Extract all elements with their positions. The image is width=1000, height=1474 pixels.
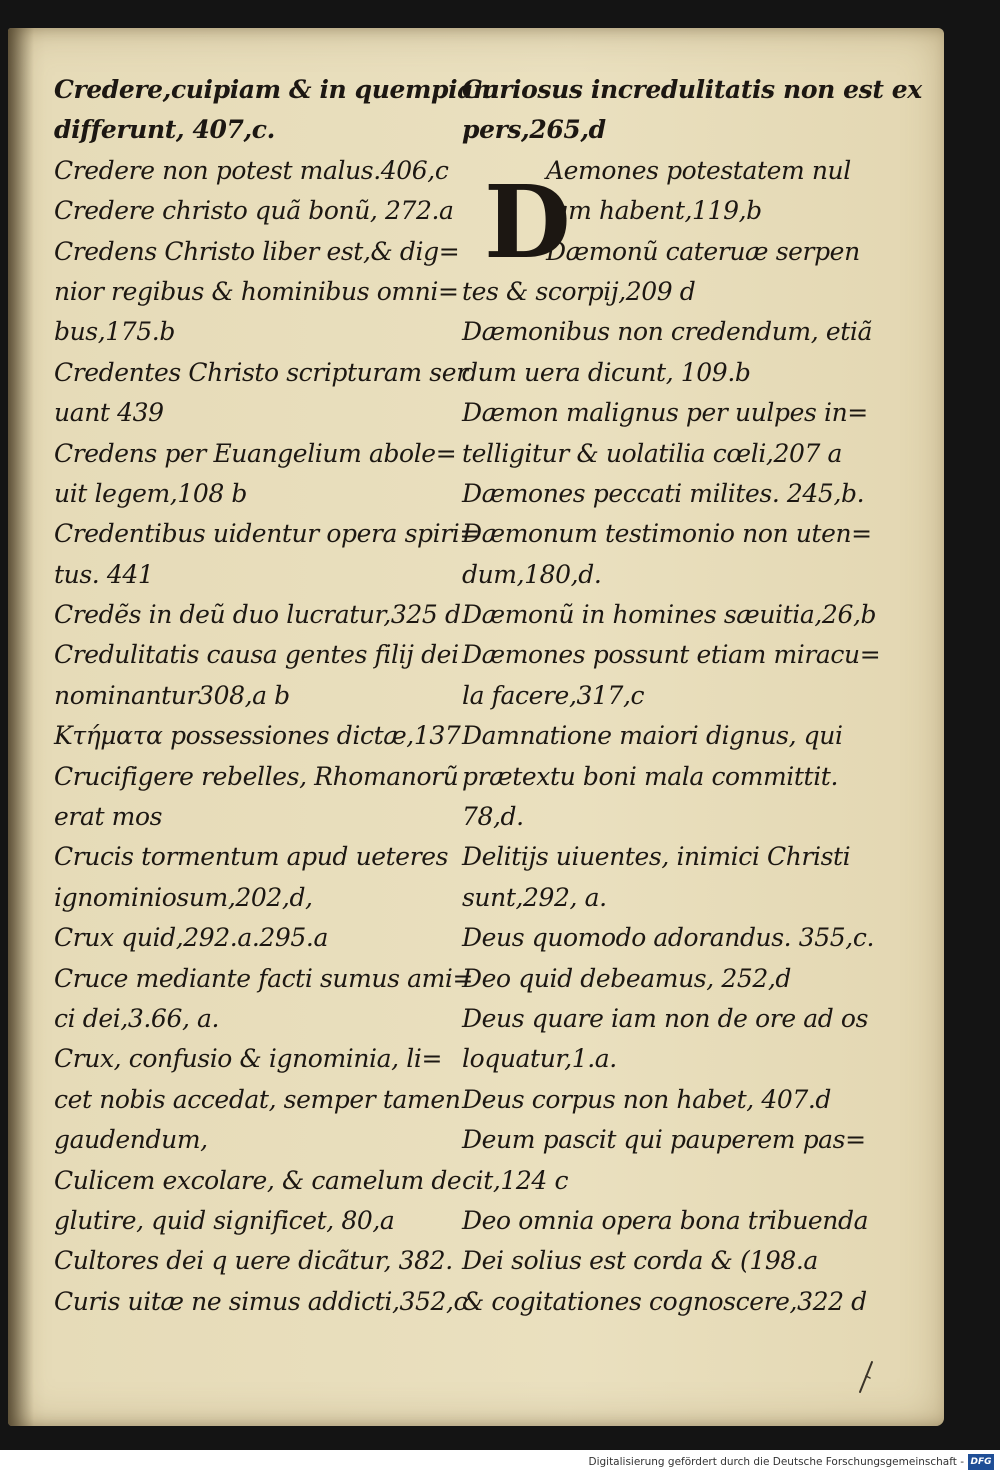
index-line: Dei solius est corda & (198.a (462, 1246, 818, 1276)
index-line: Dæmones possunt etiam miracu= (462, 640, 881, 670)
drop-cap-initial: D (484, 163, 571, 281)
index-line: Aemones potestatem nul (546, 155, 851, 185)
footer-credit: Digitalisierung gefördert durch die Deutsche Forschungsgemeinschaft - (588, 1456, 964, 1468)
index-line: & cogitationes cognoscere,322 d (462, 1286, 867, 1316)
index-line: Credulitatis causa gentes filij dei (54, 640, 459, 670)
index-line: prætextu boni mala committit. (462, 761, 838, 791)
index-line: Dæmones peccati milites. 245,b. (462, 478, 865, 508)
book-page (8, 28, 944, 1426)
index-line: 78,d. (462, 802, 524, 832)
index-line: pers,265,d (462, 115, 606, 145)
index-line: Deus quare iam non de ore ad os (462, 1003, 868, 1033)
index-line: Culicem excolare, & camelum de (54, 1165, 462, 1195)
index-line: Dæmonũ in homines sæuitia,26,b (462, 600, 877, 630)
index-line: Crux quid,292.a.295.a (54, 923, 328, 953)
dfg-logo: DFG (968, 1454, 994, 1470)
pencil-mark (850, 1358, 880, 1398)
index-line: dum uera dicunt, 109.b (462, 357, 751, 387)
index-line: Crux, confusio & ignominia, li= (54, 1044, 442, 1074)
index-line: Deo quid debeamus, 252,d (462, 963, 791, 993)
index-line: uant 439 (54, 398, 164, 428)
index-line: Deus quomodo adorandus. 355,c. (462, 923, 874, 953)
index-line: Credere christo quã bonũ, 272.a (54, 196, 454, 226)
index-line: telligitur & uolatilia cœli,207 a (462, 438, 843, 468)
index-line: cit,124 c (462, 1165, 569, 1195)
index-line: Dæmonum testimonio non uten= (462, 519, 872, 549)
index-line: Deus corpus non habet, 407.d (462, 1084, 832, 1114)
index-line: uit legem,108 b (54, 478, 247, 508)
index-line: Deo omnia opera bona tribuenda (462, 1205, 869, 1235)
index-line: ignominiosum,202,d, (54, 882, 313, 912)
index-line: Dæmonibus non credendum, etiã (462, 317, 872, 347)
index-line: loquatur,1.a. (462, 1044, 617, 1074)
index-line: tus. 441 (54, 559, 154, 589)
index-line: Damnatione maiori dignus, qui (462, 721, 843, 751)
index-line: glutire, quid significet, 80,a (54, 1205, 395, 1235)
index-line: lam habent,119,b (546, 196, 762, 226)
index-line: Crucifigere rebelles, Rhomanorũ (54, 761, 459, 791)
index-line: Cultores dei q uere dicãtur, 382. (54, 1246, 453, 1276)
index-line: cet nobis accedat, semper tamen (54, 1084, 461, 1114)
index-line: gaudendum, (54, 1125, 208, 1155)
index-line: sunt,292, a. (462, 882, 607, 912)
index-line: differunt, 407,c. (54, 115, 275, 145)
index-line: ci dei,3.66, a. (54, 1003, 220, 1033)
index-line: Κτήματα possessiones dictæ,137 (54, 721, 461, 751)
index-line: Credẽs in deũ duo lucratur,325 d (54, 600, 461, 630)
index-line: Crucis tormentum apud ueteres (54, 842, 449, 872)
index-line: Credere non potest malus.406,c (54, 155, 449, 185)
index-line: Credere,cuipiam & in quempiam (54, 75, 500, 104)
index-line: Credens Christo liber est,& dig= (54, 236, 460, 266)
index-line: bus,175.b (54, 317, 175, 347)
index-line: Dæmonũ cateruæ serpen (546, 236, 860, 266)
index-line: Cruce mediante facti sumus ami= (54, 963, 474, 993)
index-line: erat mos (54, 802, 163, 832)
index-line: la facere,317,c (462, 680, 645, 710)
index-line: tes & scorpij,209 d (462, 276, 696, 306)
index-line: Credentes Christo scripturam ser (54, 357, 468, 387)
spine-shadow (8, 28, 34, 1426)
index-line: Dæmon malignus per uulpes in= (462, 398, 868, 428)
index-line: dum,180,d. (462, 559, 602, 589)
index-line: nominantur308,a b (54, 680, 290, 710)
index-line: Credentibus uidentur opera spiri= (54, 519, 480, 549)
index-line: Curis uitæ ne simus addicti,352,c (54, 1286, 468, 1316)
index-line: nior regibus & hominibus omni= (54, 276, 459, 306)
index-line: Deum pascit qui pauperem pas= (462, 1125, 866, 1155)
index-line: Delitijs uiuentes, inimici Christi (462, 842, 851, 872)
index-line: Credens per Euangelium abole= (54, 438, 457, 468)
index-line: Curiosus incredulitatis non est ex (462, 75, 922, 104)
